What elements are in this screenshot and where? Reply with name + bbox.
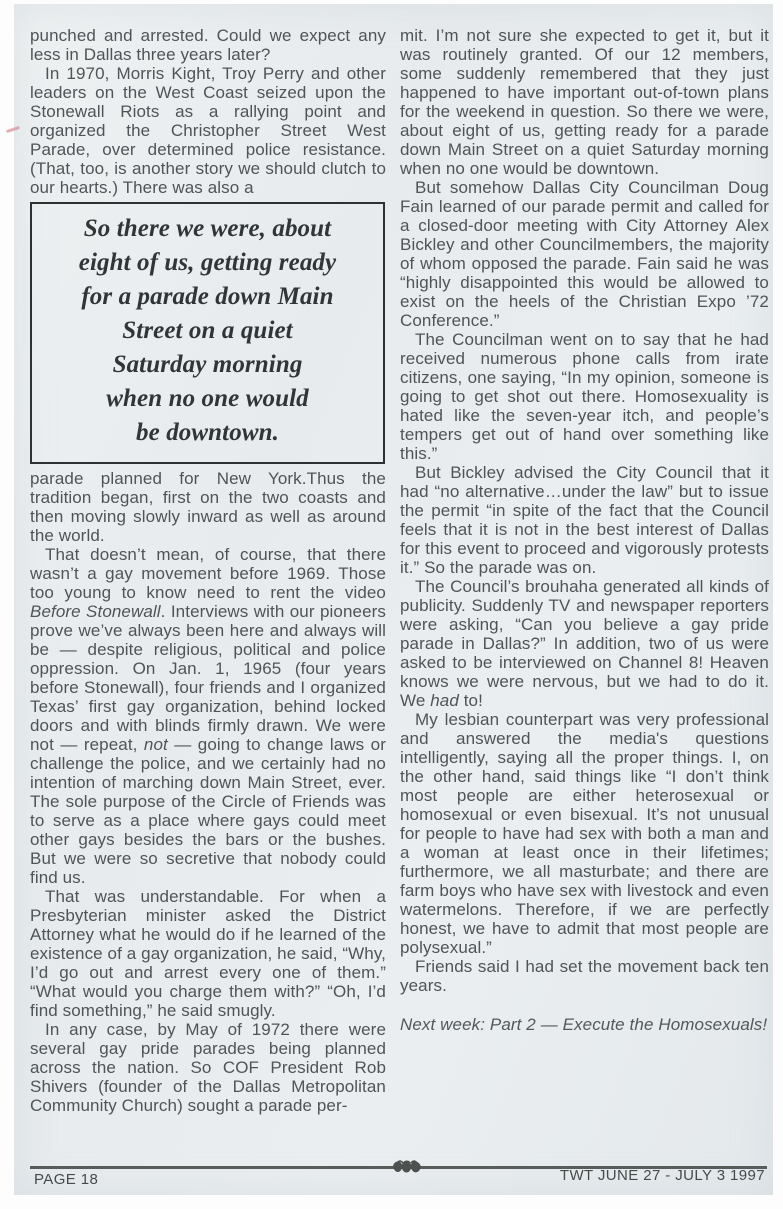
paragraph: But somehow Dallas City Councilman Doug Fain learned of our parade permit and called for a closed-door meeting with City Attorney Alex Bickley and other Councilmembers, the majority of whom opposed the parade. Fain said he was “highly disappointed this would be allowed to exist on the heels of the Christian Expo ’72 Conference.” [400,178,769,330]
pull-quote-box [30,202,385,464]
left-column-bottom-paragraphs [30,469,386,1115]
paragraph: The Council’s brouhaha generated all kinds of publicity. Suddenly TV and newspaper reporters were asking, “Can you believe a gay pride parade in Dallas?” In addition, two of us were asked to be interviewed on Channel 8! Heaven knows we were nervous, but we had to do it. We had to! [400,577,769,710]
paragraph: punched and arrested. Could we expect any less in Dallas three years later? [30,26,386,64]
pull-quote-text [36,212,379,450]
paragraph: My lesbian counterpart was very professional and answered the media's questions intelligently, saying all the proper things. I, on the other hand, said things like “I don’t think most people are either heterosexual or homosexual or even bisexual. It’s not unusual for people to have had sex with both a man and a woman at least once in their lifetimes; furthermore, we all masturbate; and there are farm boys who have sex with livestock and even watermelons. Therefore, if we are perfectly honest, we have to admit that most people are polysexual.” [400,710,769,957]
paragraph: Friends said I had set the movement back ten years. [400,957,769,995]
paragraph: Next week: Part 2 — Execute the Homosexuals! [400,1015,768,1034]
pull-quote-line: So there we were, about [83,215,332,242]
left-column-top-paragraphs [30,26,386,197]
page-footer [30,1160,767,1196]
pull-quote-line: for a parade down Main [81,283,334,310]
pull-quote-line: Saturday morning [112,351,303,378]
paragraph: The Councilman went on to say that he had received numerous phone calls from irate citizens, one saying, “In my opinion, someone is going to get shot out there. Homosexuality is hated like the seven-year itch, and people’s tempers get out of hand over something like this.” [400,330,769,463]
paper-background [14,4,773,1195]
paragraph: That doesn’t mean, of course, that there wasn’t a gay movement before 1969. Those too young to know need to rent the video Before Stonewall. Interviews with our pioneers prove we’ve always been here and always will be — despite religious, political and police oppression. On Jan. 1, 1965 (four years before Stonewall), four friends and I organized Texas’ first gay organization, behind locked doors and with blinds firmly drawn. We were not — repeat, not — going to change laws or challenge the police, and we certainly had no intention of marching down Main Street, ever. The sole purpose of the Circle of Friends was to serve as a place where gays could meet other gays besides the bars or the bushes. But we were so secretive that nobody could find us. [30,545,386,887]
paragraph: mit. I’m not sure she expected to get it, but it was routinely granted. Of our 12 members, some suddenly remembered that they just happened to have important out-of-town plans for the weekend in question. So there we were, about eight of us, getting ready for a parade down Main Street on a quiet Saturday morning when no one would be downtown. [400,26,769,178]
pull-quote-line: Street on a quiet [122,317,293,344]
right-column [400,26,769,1115]
issue-date-label: TWT JUNE 27 - JULY 3 1997 [559,1167,765,1184]
footer-labels [34,1167,765,1188]
paragraph: But Bickley advised the City Council that it had “no alternative…under the law” but to issue the permit “in spite of the fact that the Council feels that it is not in the best interest of Dallas for this event to proceed and vigorously protests it.” So the parade was on. [400,463,769,577]
article-columns [30,26,769,1115]
paragraph: In 1970, Morris Kight, Troy Perry and other leaders on the West Coast seized upon the Stonewall Riots as a rallying point and organized the Christopher Street West Parade, over determined police resistance. (That, too, is another story we should clutch to our hearts.) There was also a [30,64,386,197]
pull-quote-line: eight of us, getting ready [78,249,337,276]
paragraph: That was understandable. For when a Presbyterian minister asked the District Attorney what he would do if he learned of the existence of a gay organization, he said, “Why, I’d go out and arrest every one of them.” “What would you charge them with?” “Oh, I’d find something,” he said smugly. [30,887,386,1020]
paragraph: In any case, by May of 1972 there were several gay pride parades being planned across the nation. So COF President Rob Shivers (founder of the Dallas Metropolitan Community Church) sought a parade per- [30,1020,386,1115]
pull-quote-line: be downtown. [136,419,279,446]
pull-quote-line: when no one would [106,385,309,412]
left-column [30,26,386,1115]
paragraph: parade planned for New York.Thus the tradition began, first on the two coasts and then moving slowly inward as well as around the world. [30,469,386,545]
page-number-label: PAGE 18 [34,1171,99,1188]
